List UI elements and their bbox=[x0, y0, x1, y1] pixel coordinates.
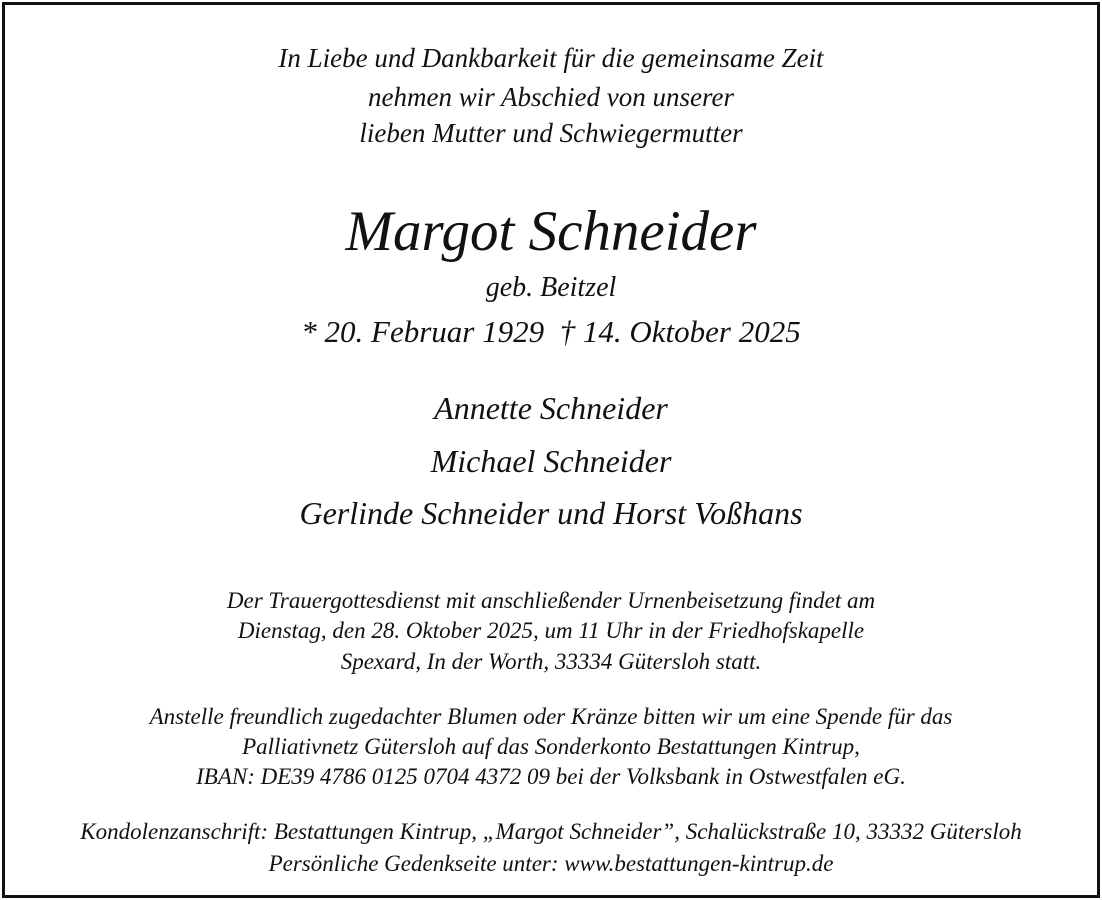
donation-line: Palliativnetz Gütersloh auf das Sonderkonto Bestattungen Kintrup, bbox=[242, 734, 860, 759]
donation-line: Anstelle freundlich zugedachter Blumen oder Kränze bitten wir um eine Spende für das bbox=[149, 704, 953, 729]
memorial-page-link: Persönliche Gedenkseite unter: www.bestattungen-kintrup.de bbox=[268, 851, 834, 876]
intro-line: nehmen wir Abschied von unserer bbox=[368, 82, 734, 112]
intro-line: In Liebe und Dankbarkeit für die gemeinsame Zeit bbox=[278, 43, 824, 73]
life-dates: * 20. Februar 1929 † 14. Oktober 2025 bbox=[301, 314, 801, 349]
donation-line: IBAN: DE39 4786 0125 0704 4372 09 bei der Volksbank in Ostwestfalen eG. bbox=[196, 764, 906, 789]
intro-line: lieben Mutter und Schwiegermutter bbox=[359, 118, 743, 148]
mourner-name: Michael Schneider bbox=[430, 443, 672, 479]
service-line: Der Trauergottesdienst mit anschließender Urnenbeisetzung findet am bbox=[226, 588, 876, 613]
condolence-address: Kondolenzanschrift: Bestattungen Kintrup, „Margot Schneider”, Schalückstraße 10, 33332 Gütersloh bbox=[80, 819, 1022, 844]
mourner-name: Gerlinde Schneider und Horst Voßhans bbox=[299, 495, 803, 531]
service-line: Spexard, In der Worth, 33334 Gütersloh statt. bbox=[340, 649, 762, 674]
maiden-name: geb. Beitzel bbox=[485, 272, 617, 303]
mourner-name: Annette Schneider bbox=[434, 390, 668, 426]
deceased-name: Margot Schneider bbox=[345, 200, 757, 263]
service-line: Dienstag, den 28. Oktober 2025, um 11 Uhr in der Friedhofskapelle bbox=[237, 618, 865, 643]
